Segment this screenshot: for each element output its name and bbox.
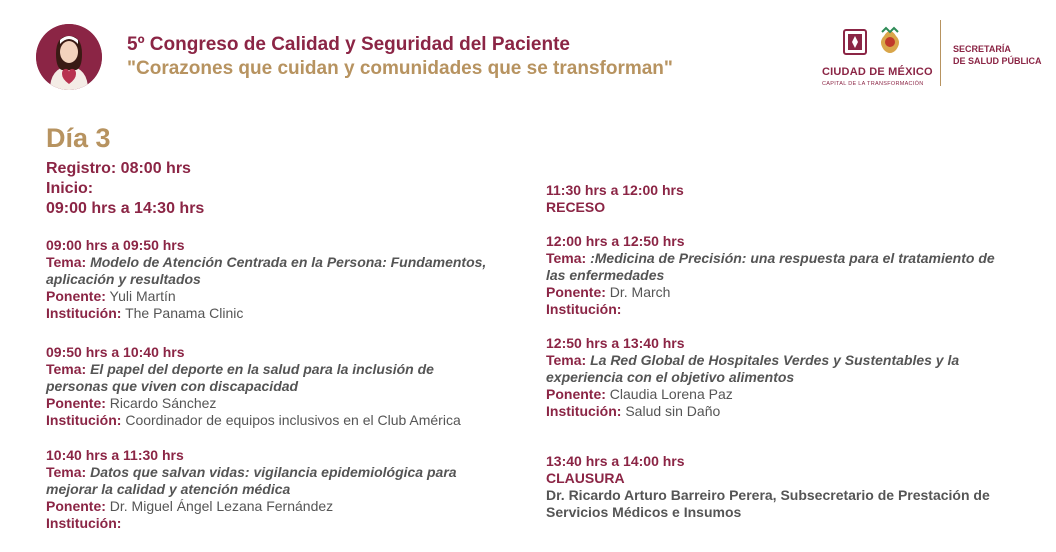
congress-subtitle: "Corazones que cuidan y comunidades que se transforman"	[127, 58, 673, 79]
session-institution: The Panama Clinic	[125, 305, 244, 321]
session-block	[546, 335, 1026, 420]
cdmx-name: CIUDAD DE MÉXICO	[822, 66, 933, 78]
session-institution: Salud sin Daño	[625, 403, 721, 419]
institucion-label: Institución:	[546, 301, 622, 317]
secretaria-line2: DE SALUD PÚBLICA	[953, 56, 1042, 66]
break-time: 11:30 hrs a 12:00 hrs	[546, 182, 684, 198]
session-topic: El papel del deporte en la salud para la inclusión de personas que viven con discapacidad	[46, 361, 434, 394]
session-speaker: Dr. March	[609, 284, 671, 300]
session-time: 12:50 hrs a 13:40 hrs	[546, 335, 685, 351]
congress-logo	[36, 24, 102, 90]
congress-title: 5º Congreso de Calidad y Seguridad del Paciente	[127, 34, 571, 55]
closing-time: 13:40 hrs a 14:00 hrs	[546, 453, 685, 469]
nurse-heart-icon	[36, 24, 102, 90]
ponente-label: Ponente:	[546, 386, 606, 402]
inicio-label: Inicio:	[46, 180, 94, 197]
session-block	[46, 237, 496, 322]
session-time: 12:00 hrs a 12:50 hrs	[546, 233, 685, 249]
tema-label: Tema:	[546, 352, 587, 368]
day-heading: Día 3	[46, 123, 111, 153]
session-speaker: Yuli Martín	[109, 288, 176, 304]
closing-label: CLAUSURA	[546, 470, 625, 486]
session-topic: Datos que salvan vidas: vigilancia epidemiológica para mejorar la calidad y atención médica	[46, 464, 457, 497]
session-speaker: Dr. Miguel Ángel Lezana Fernández	[109, 498, 334, 514]
break-label: RECESO	[546, 199, 606, 215]
cdmx-emblem-icon	[820, 24, 932, 68]
institucion-label: Institución:	[46, 305, 122, 321]
ponente-label: Ponente:	[546, 284, 606, 300]
session-block	[46, 447, 496, 532]
session-topic: :Medicina de Precisión: una respuesta para el tratamiento de las enfermedades	[546, 250, 995, 283]
secretaria-logo	[953, 43, 1042, 67]
cdmx-tagline: CAPITAL DE LA TRANSFORMACIÓN	[822, 81, 924, 87]
session-block	[46, 344, 496, 429]
session-speaker: Claudia Lorena Paz	[609, 386, 733, 402]
break-block	[546, 182, 1026, 216]
ponente-label: Ponente:	[46, 498, 106, 514]
inicio-time: 09:00 hrs a 14:30 hrs	[46, 200, 205, 217]
header-divider	[940, 20, 941, 86]
tema-label: Tema:	[46, 464, 87, 480]
session-speaker: Ricardo Sánchez	[109, 395, 217, 411]
session-block	[546, 233, 1006, 318]
closing-speaker: Dr. Ricardo Arturo Barreiro Perera, Subsecretario de Prestación de Servicios Médicos e Insumos	[546, 487, 990, 520]
registration-info	[46, 159, 204, 219]
session-time: 10:40 hrs a 11:30 hrs	[46, 447, 184, 463]
institucion-label: Institución:	[46, 515, 122, 531]
session-time: 09:50 hrs a 10:40 hrs	[46, 344, 185, 360]
secretaria-line1: SECRETARÍA	[953, 44, 1011, 54]
institucion-label: Institución:	[546, 403, 622, 419]
tema-label: Tema:	[546, 250, 587, 266]
tema-label: Tema:	[46, 254, 87, 270]
ponente-label: Ponente:	[46, 395, 106, 411]
session-topic: Modelo de Atención Centrada en la Persona: Fundamentos, aplicación y resultados	[46, 254, 487, 287]
tema-label: Tema:	[46, 361, 87, 377]
session-topic: La Red Global de Hospitales Verdes y Sustentables y la experiencia con el objetivo alimentos	[546, 352, 960, 385]
session-institution: Coordinador de equipos inclusivos en el Club América	[125, 412, 461, 428]
session-time: 09:00 hrs a 09:50 hrs	[46, 237, 185, 253]
registro-text: Registro: 08:00 hrs	[46, 160, 191, 177]
closing-block	[546, 453, 1036, 521]
ponente-label: Ponente:	[46, 288, 106, 304]
institucion-label: Institución:	[46, 412, 122, 428]
